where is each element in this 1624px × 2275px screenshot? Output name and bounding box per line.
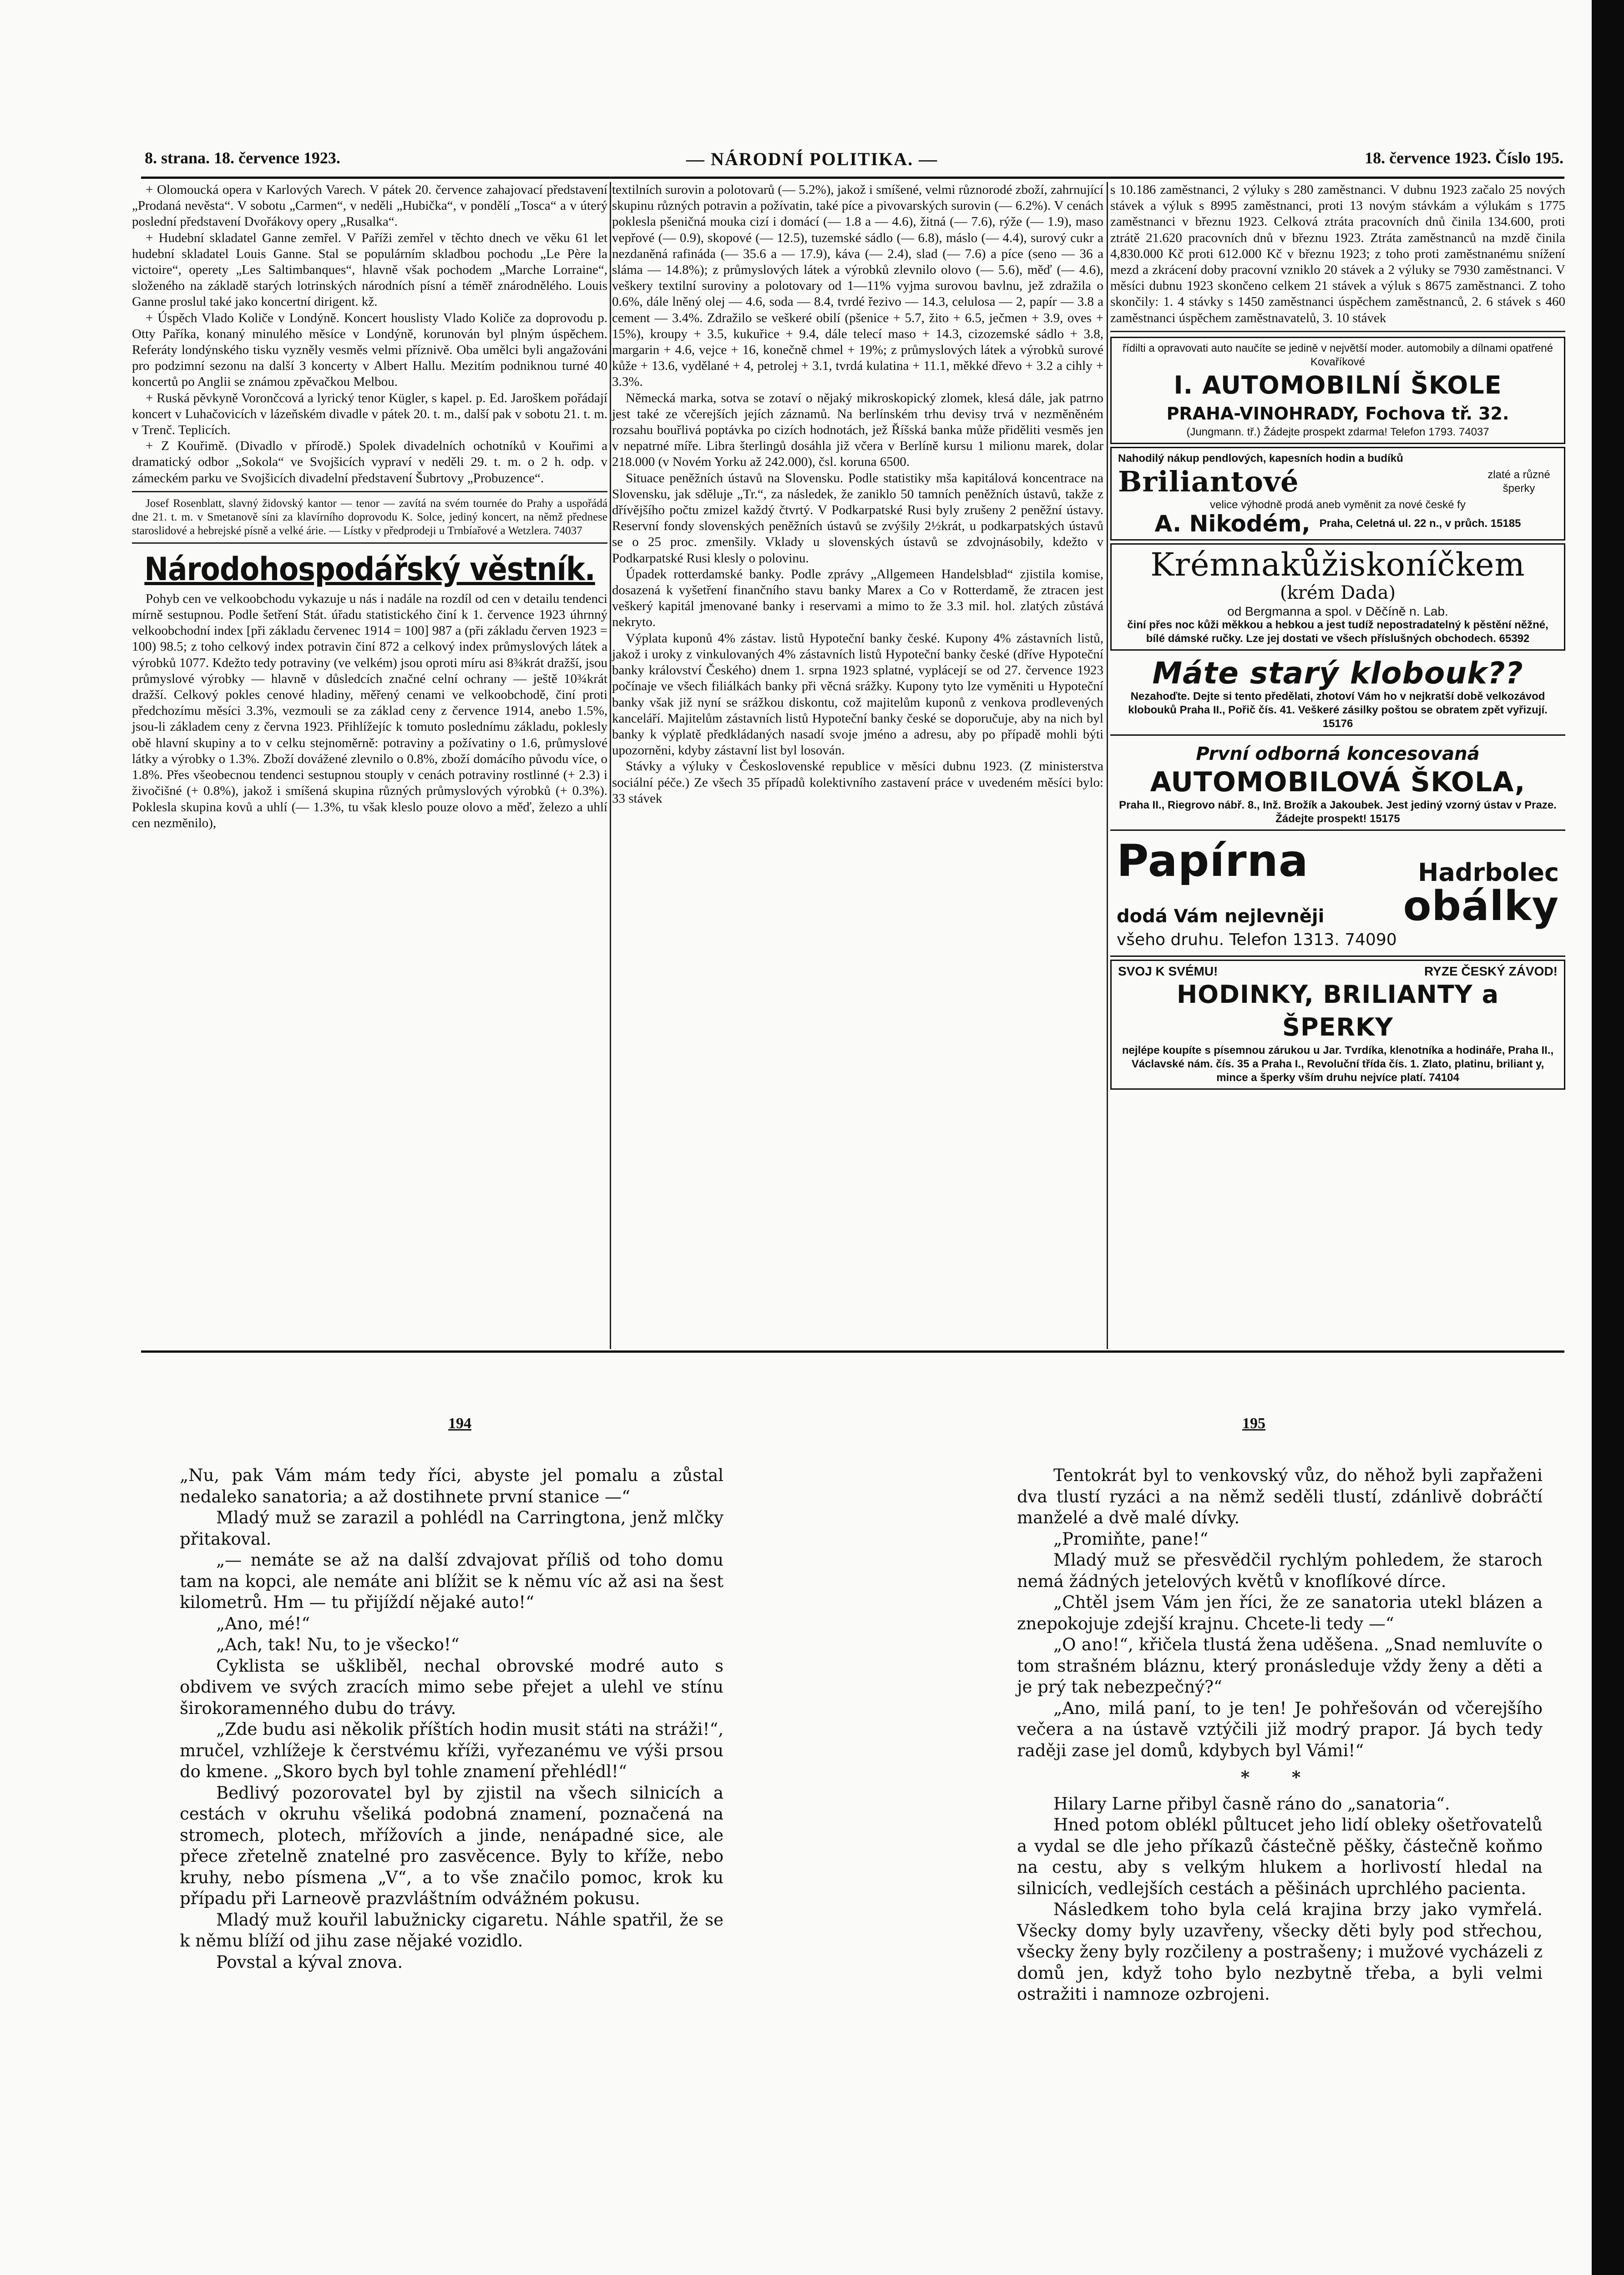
story-paragraph: Mladý muž kouřil labužnicky cigaretu. Náhle spatřil, že se k němu blíží od jihu zase nějaké vozidlo. <box>180 1910 723 1951</box>
ad-text: velice výhodně prodá aneb vyměnit za nové české fy <box>1210 498 1466 511</box>
story-paragraph: Hned potom oblékl půltucet jeho lidí obleky ošetřovatelů a vydal se dle jeho příkazů částečně pěšky, částečně koňmo na cestu, aby s velkým hlukem a horlivostí hledal na silnicích, vedlejších cestách a pěšinách uprchlého pacienta. <box>1017 1815 1543 1898</box>
story-paragraph: Následkem toho byla celá krajina brzy jako vymřelá. Všecky domy byly uzavřeny, všecky děti byly pod střechou, všecky ženy byly rozčileny a postrašeny; i mužové vycházeli z domů jen, když toho bylo nezbytně třeba, a byli velmi ostražiti i namnoze ozbrojeni. <box>1017 1900 1543 2004</box>
column-3 <box>1110 182 1565 1092</box>
ad-footer: všeho druhu. Telefon 1313. 74090 <box>1117 930 1397 949</box>
header-date-right: 18. července 1923. Číslo 195. <box>1365 149 1563 167</box>
ad-text: Nahodilý nákup pendlových, kapesních hodin a budíků <box>1118 452 1403 465</box>
section-break-stars: * * <box>1240 1767 1319 1787</box>
story-paragraph: Cyklista se uškliběl, nechal obrovské modré auto s obdivem ve svých zracích mimo sebe přejet a ulehl ve stínu širokoramenného dubu do trávy. <box>180 1656 723 1718</box>
story-paragraph: „Ano, milá paní, to je ten! Je pohřešován od včerejšího večera a na ústavě vztýčili již modrý prapor. Já bych tedy raději zase jel domů, kdybych byl Vámi!“ <box>1017 1698 1543 1760</box>
story-paragraph: „— nemáte se až na další zdvajovat příliš od toho domu tam na kopci, ale nemáte ani blížit se k němu víc až asi na šest kilometrů. Hm — tu přijíždí nějaké auto!“ <box>180 1550 723 1612</box>
ad-headline-2: obálky <box>1403 882 1559 930</box>
column-1 <box>132 182 607 831</box>
column-divider-2 <box>1107 182 1108 1349</box>
story-paragraph: Tentokrát byl to venkovský vůz, do něhož byli zapřaženi dva tlustí ryzáci a na němž seděli tlustí, zdánlivě dobráčtí manželé a dvě malé dívky. <box>1017 1466 1543 1527</box>
ad-headline: HODINKY, BRILIANTY a ŠPERKY <box>1176 980 1499 1041</box>
column-divider-1 <box>610 182 611 1349</box>
ad-company-name: Hadrbolec <box>1418 858 1559 887</box>
story-paragraph: Povstal a kýval znova. <box>216 1952 403 1972</box>
ad-headline: Máte starý klobouk?? <box>1152 655 1523 691</box>
divider <box>132 542 607 544</box>
article-slovak-banks: Situace peněžních ústavů na Slovensku. Podle statistiky mša kapitálová koncentrace na Slovensku, jak sděluje „Tr.“, za následek, že zaniklo 50 tamních peněžních ústavů, takže z dřívějšího počtu zmizel každý čtvrtý. V Podkarpatské Rusi byly zrušeny 2 peněžní ústavy. Reservní fondy slovenských peněžních ústavů se zvýšily 2½krát, u podkarpatských ústavů se o 25 proc. zmenšily. Vklady u slovenských ústavů se zdvojnásobily, kdežto v Podkarpatské Rusi klesly o polovinu. <box>612 470 1103 566</box>
article-ganne: + Hudební skladatel Ganne zemřel. V Paříži zemřel v těchto dnech ve věku 61 let hudební skladatel Louis Ganne. Stal se populárním skladbou pochodu „Le Père la victoire“, operety „Les Saltimbanques“, hlavně však pochodem „Marche Lorraine“, složeného na základě starých lotrinských národních písní a téměř znárodnělého. Louis Ganne proslul také jako koncertní dirigent. kž. <box>132 230 607 309</box>
section-heading-economy: Národohospodářský věstník. <box>144 550 595 588</box>
ad-footer: (Jungmann. tř.) Žádejte prospekt zdarma! Telefon 1793. 74037 <box>1186 425 1489 438</box>
ad-paper-mill <box>1110 834 1565 957</box>
story-paragraph: Mladý muž se zarazil a pohlédl na Carringtona, jenž mlčky přitakoval. <box>180 1508 723 1549</box>
ad-watches-jewelry <box>1110 960 1565 1090</box>
ad-diamonds <box>1110 447 1565 541</box>
ad-text: Nezahoďte. Dejte si tento předělati, zhotoví Vám ho v nejkratší době velkozávod klobouků Praha II., Pořič čís. 41. Veškeré zásilky poštou se obratem zpět vyřizují. 15176 <box>1128 690 1548 730</box>
column-2 <box>612 182 1103 807</box>
story-paragraph: Mladý muž se přesvědčil rychlým pohledem, že staroch nemá žádných jetelových květů v knoflíkové dírce. <box>1017 1550 1543 1591</box>
ad-headline: AUTOMOBILOVÁ ŠKOLA, <box>1150 766 1526 798</box>
article-kourim: + Z Kouřimě. (Divadlo v přírodě.) Spolek divadelních ochotníků v Kouřimi a dramatický odbor „Sokola“ ve Svojšicích vypraví v neděli 29. t. m. o 2 h. odp. v zámeckém parku ve Svojšicích divadelní představení Šubrtovy „Probuzence“. <box>132 439 607 485</box>
ad-merchant-name: A. Nikodém, <box>1154 510 1310 537</box>
ad-old-hat <box>1110 653 1565 736</box>
ad-top-right: RYZE ČESKÝ ZÁVOD! <box>1424 964 1558 978</box>
ad-headline: I. AUTOMOBILNÍ ŠKOLE <box>1174 370 1502 399</box>
newspaper-title: — NÁRODNÍ POLITIKA. — <box>686 149 938 169</box>
ad-text: Praha II., Riegrovo nábř. 8., Inž. Brožík a Jakoubek. Jest jediný vzorný ústav v Praze. Žádejte prospekt! 15175 <box>1119 799 1557 825</box>
story-paragraph: Bedlivý pozorovatel byl by zjistil na všech silnicích a cestách v okruhu všeliká podobná znamení, poznačená na stromech, plotech, mřížovích a jinde, nenápadné sice, ale přece zřetelně znatelné pro zasvěcence. Byly to kříže, nebo kruhy, nebo písmena „V“, a to vše značilo pomoc, krok ku případu při Larneově prazvláštním odvážném pokusu. <box>180 1783 723 1908</box>
ad-top-line: První odborná koncesovaná <box>1196 743 1480 764</box>
article-german-mark: Německá marka, sotva se zotaví o nějaký mikroskopický zlomek, klesá dále, jak patrno jest také ze včerejších jejích záznamů. Na berlínském trhu devisy trvá v nezměněném rozsahu bouřlivá poptávka po cizích hodnotách, jež Říšská banka může přiděliti vesměs jen v nepatrné míře. Libra šterlingů dosáhla již včera v Berlíně kursu 1 milionu marek, dolar 218.000 (v Novém Yorku až 242.000), čsl. koruna 6500. <box>612 390 1103 470</box>
ad-manufacturer: od Bergmanna a spol. v Děčíně n. Lab. <box>1227 604 1448 618</box>
page-number-right: 195 <box>1242 1415 1265 1432</box>
ad-headline: Papírna <box>1117 835 1309 886</box>
story-paragraph: „Promiňte, pane!“ <box>1053 1529 1209 1549</box>
ad-text: řídilti a opravovati auto naučíte se jedině v největší moder. automobily a dílnami opatřené Kovaříkové <box>1123 342 1553 368</box>
story-right-page <box>1017 1465 1543 2005</box>
article-voronccova: + Ruská pěvkyně Vorončcová a lyrický tenor Kügler, s kapel. p. Ed. Jaroškem pořádají koncert v Luhačovicích v lázeňském divadle v pátek 20. t. m., další pak v sobotu 21. t. m. v Trenč. Teplicích. <box>132 390 607 438</box>
page-header <box>145 148 1563 172</box>
article-kolic: + Úspěch Vlado Količe v Londýně. Koncert houslisty Vlado Količe za doprovodu p. Otty Paříka, konaný minulého měsíce v Londýně, korunován byl plným úspěchem. Referáty londýnského tisku vyzněly vesměs velmi příznivě. Oba umělci byli angažováni pro podzimní sezonu na další 3 koncerty v Albert Hallu. Mezitím podniknou turné 40 koncertů po Anglii se známou zpěvačkou Melbou. <box>132 310 607 389</box>
ad-address: Praha, Celetná ul. 22 n., v průch. 15185 <box>1319 517 1521 530</box>
ad-subheadline: (krém Dada) <box>1280 582 1396 603</box>
article-strikes: Stávky a výluky v Československé republice v měsíci dubnu 1923. (Z ministerstva sociální péče.) Ze všech 35 případů kolektivního zastavení práce v uvedeném měsíci bylo: 33 stávek <box>612 759 1103 806</box>
ad-headline: Briliantové <box>1118 465 1299 498</box>
story-paragraph: „Chtěl jsem Vám jen říci, že ze sanatoria utekl blázen a znepokojuje zdejší krajnu. Chcete-li tedy —“ <box>1017 1592 1543 1633</box>
story-paragraph: „Ano, mé!“ <box>216 1613 310 1633</box>
ad-text: dodá Vám nejlevněji <box>1117 905 1325 927</box>
right-edge-bar <box>1592 0 1624 2275</box>
story-paragraph: „Zde budu asi několik příštích hodin musit státi na stráži!“, mručel, vzhlížeje k čerstvému kříži, vyřezanému ve výši prsou do kmene. „Skoro bych byl tohle znamení přehlédl!“ <box>180 1719 723 1781</box>
ad-cream-dada <box>1110 543 1565 651</box>
page-number-left: 194 <box>448 1415 471 1432</box>
article-price-movement: Pohyb cen ve velkoobchodu vykazuje u nás i nadále na rozdíl od cen v detailu tendenci mírně sestupnou. Podle šetření Stát. úřadu statistického činí k 1. července 1923 úhrnný velkoobchodní index [při základu červenec 1914 = 100] 987 a (při základu červen 1923 = 100) 98.5; z toho celkový index potravin činí 872 a celkový index průmyslových látek a výrobků 1077. Kdežto tedy potraviny (ve velkém) jsou oproti míru asi 8¾krát dražší, jsou průmyslové výrobky — hlavně v důsledcích značné celní ochrany — ještě 10¾krát dražší. Celkový pokles cenové hladiny, měřený cenami ve velkoobchodě, činí proti předchozímu měsíci 3.3%, vezmouli se za základ ceny z července 1914, anebo 1.5%, jsou-li základem ceny z června 1923. Přihlížejíc k tomuto poslednímu základu, poklesly obě hlavní skupiny a to v celku stejnoměrně: potraviny a požívatiny o 1.6, průmyslové látky a výrobky o 1.3%. Zboží dovážené zlevnilo o 0.8%, zboží domácího původu více, o 1.8%. Přes všeobecnou tendenci sestupnou stouply v cenách potraviny rostlinné (+ 2.3) i živočišné (+ 0.8%), jakož i smíšená skupina různých průmyslových výrobků (+ 0.3%). Poklesla skupina kovů a uhlí (— 1.3%, tu však kleslo pouze olovo a měď, železo a uhlí cen nezměnilo), <box>132 591 607 830</box>
story-left-page <box>180 1465 723 1973</box>
article-rotterdam-bank: Úpadek rotterdamské banky. Podle zprávy „Allgemeen Handelsblad“ zjistila komise, dosazená k vyšetření finančního stavu banky Marex a Co v Rotterdamě, že ztracen jest veškerý kapitál jmenované banky i reservami a mimo to že 3.3 mil. hol. zlatých zůstává nekryto. <box>612 566 1103 630</box>
ad-side-text: zlaté a různé šperky <box>1487 468 1550 495</box>
ad-automobile-school-1 <box>1110 337 1565 444</box>
ad-automobile-school-2 <box>1110 738 1565 831</box>
story-paragraph: „Nu, pak Vám mám tedy říci, abyste jel pomalu a zůstal nedaleko sanatoria; a až dostihnete první stanice —“ <box>180 1466 723 1507</box>
bottom-rule <box>141 1350 1564 1353</box>
header-rule <box>141 177 1564 179</box>
divider <box>132 491 607 492</box>
ad-text: nejlépe koupíte s písemnou zárukou u Jar. Tvrdíka, klenotníka a hodináře, Praha II., Václavské nám. čís. 35 a Praha I., Revoluční třída čís. 1. Zlato, platinu, briliant y, mince a šperky vším druhu nejvíce platí. 74104 <box>1122 1044 1554 1084</box>
story-paragraph: „O ano!“, křičela tlustá žena uděšena. „Snad nemluvíte o tom strašném bláznu, který pronásleduje vždy ženy a děti a je prý tak nebezpečný?“ <box>1017 1635 1543 1697</box>
ad-rosenblatt: Josef Rosenblatt, slavný židovský kantor — tenor — zavítá na svém tournée do Prahy a uspořádá dne 21. t. m. v Smetanově síni za klavírního doprovodu K. Solce, jediný koncert, na němž přednese staroslidové a hebrejské písně a velké árie. — Lístky v předprodeji u Trnbíařové a Wetzlera. 74037 <box>132 497 607 537</box>
divider <box>1110 331 1565 332</box>
ad-top-left: SVOJ K SVÉMU! <box>1118 964 1218 978</box>
article-strikes-cont: s 10.186 zaměstnanci, 2 výluky s 280 zaměstnanci. V dubnu 1923 začalo 25 nových stávek a výluk s 8995 zaměstnanci, proti 13 novým stávkám a výlukám s 1775 zaměstnanci v březnu 1923. Celková ztráta pracovních dnů činila 134.600, proti ztrátě 21.620 pracovních dnů v březnu 1923. Ztráta zaměstnanců na mzdě činila 4,830.000 Kč proti 612.000 Kč v březnu 1923; z toho proti zaměstnanému snížení mezd a zkrácení doby pracovní vzniklo 20 stávek a 2 výluky se 7930 zaměstnanci. V měsíci dubnu 1923 skončeno celkem 21 stávek a výluk s 8675 zaměstnanci. Z toho skončily: 1. 4 stávky s 1450 zaměstnanci úspěchem zaměstnanců, 2. 6 stávek s 460 zaměstnanci úspěchem zaměstnavatelů, 3. 10 stávek <box>1110 182 1565 325</box>
ad-address: PRAHA-VINOHRADY, Fochova tř. 32. <box>1166 403 1509 424</box>
story-paragraph: Hilary Larne přibyl časně ráno do „sanatoria“. <box>1053 1794 1450 1814</box>
article-price-movement-cont: textilních surovin a polotovarů (— 5.2%), jakož i smíšené, velmi různorodé zboží, zahrnující skupinu různých potravin a požívatin, také pícе a pivovarských surovin (— 6.2%). V cenách poklesla pšeničná mouka cizí i domácí (— 1.8 a — 4.6), žitná (— 7.6), rýže (— 1.9), maso vepřové (— 0.9), skopové (— 12.5), tuzemské sádlo (— 6.8), máslo (— 4.4), surový cukr a nezdaněná rafináda (— 35.6 a — 17.9), káva (— 2.4), slad (— 7.6) a píce (seno — 36 a sláma — 14.8%); z průmyslových látek a výrobků zlevnilo olovo (— 5.6), měď (— 4.6), veškery textilní suroviny a polotovary od 1—11% vyjma surovou bavlnu, jež zdražila o 0.6%, dále lněný olej — 4.6, soda — 8.4, tvrdé řezivo — 14.3, celulosa — 2, papír — 3.8 a cement — 3.4%. Zdražilo se veškeré obilí (pšenice + 5.7, žito + 6.5, ječmen + 3.9, oves + 15%), kroupy + 3.5, kukuřice + 9.4, dále telecí maso + 14.3, cizozemské sádlo + 3.8, margarin + 4.6, vejce + 16, konečně chmel + 19%; z průmyslových látek a výrobků surové kůže + 13.6, vydělané + 4, petrolej + 3.1, tvrdá kulatina + 11.1, měkké dřevo + 3.2 a cihly + 3.3%. <box>612 182 1103 389</box>
article-coupon-payout: Výplata kuponů 4% zástav. listů Hypoteční banky české. Kupony 4% zástavních listů, jakož i uroky z vinkulovaných 4% zástavních listů Hypoteční banky české (dříve Hypoteční banky království Českého) dnem 1. srpna 1923 splatné, vyplácejí se od 27. července 1923 počínaje ve všech filiálkách banky při věcná srážky. Kupony tyto lze vyměniti u Hypoteční banky však již nyní se srážkou diskontu, což majitelům kuponů z venkova prodlevených kanceláří. Majitelům zástavních listů Hypoteční banky české se doporučuje, aby na nich byl banky k výplatě předkládaných nasadí svoje jméno a adresu, aby po případě mohli býti upozorněni, kdyby zástavní list byl losován. <box>612 631 1103 758</box>
header-date-left: 8. strana. 18. července 1923. <box>145 149 340 167</box>
ad-text: činí přes noc kůži měkkou a hebkou a jest tudíž nepostradatelný k pěstění něžné, bílé dámské ručky. Lze jej dostati ve všech příslušných obchodech. 65392 <box>1127 618 1548 645</box>
ad-headline: Krémnakůžiskoníčkem <box>1150 546 1525 583</box>
story-paragraph: „Ach, tak! Nu, to je všecko!“ <box>216 1635 460 1654</box>
article-olomouc-opera: + Olomoucká opera v Karlových Varech. V pátek 20. července zahajovací představení „Prodaná nevěsta“. V sobotu „Carmen“, v neděli „Hubička“, v pondělí „Tosca“ a v úterý poslední představení Dvořákovy opery „Rusalka“. <box>132 182 607 229</box>
